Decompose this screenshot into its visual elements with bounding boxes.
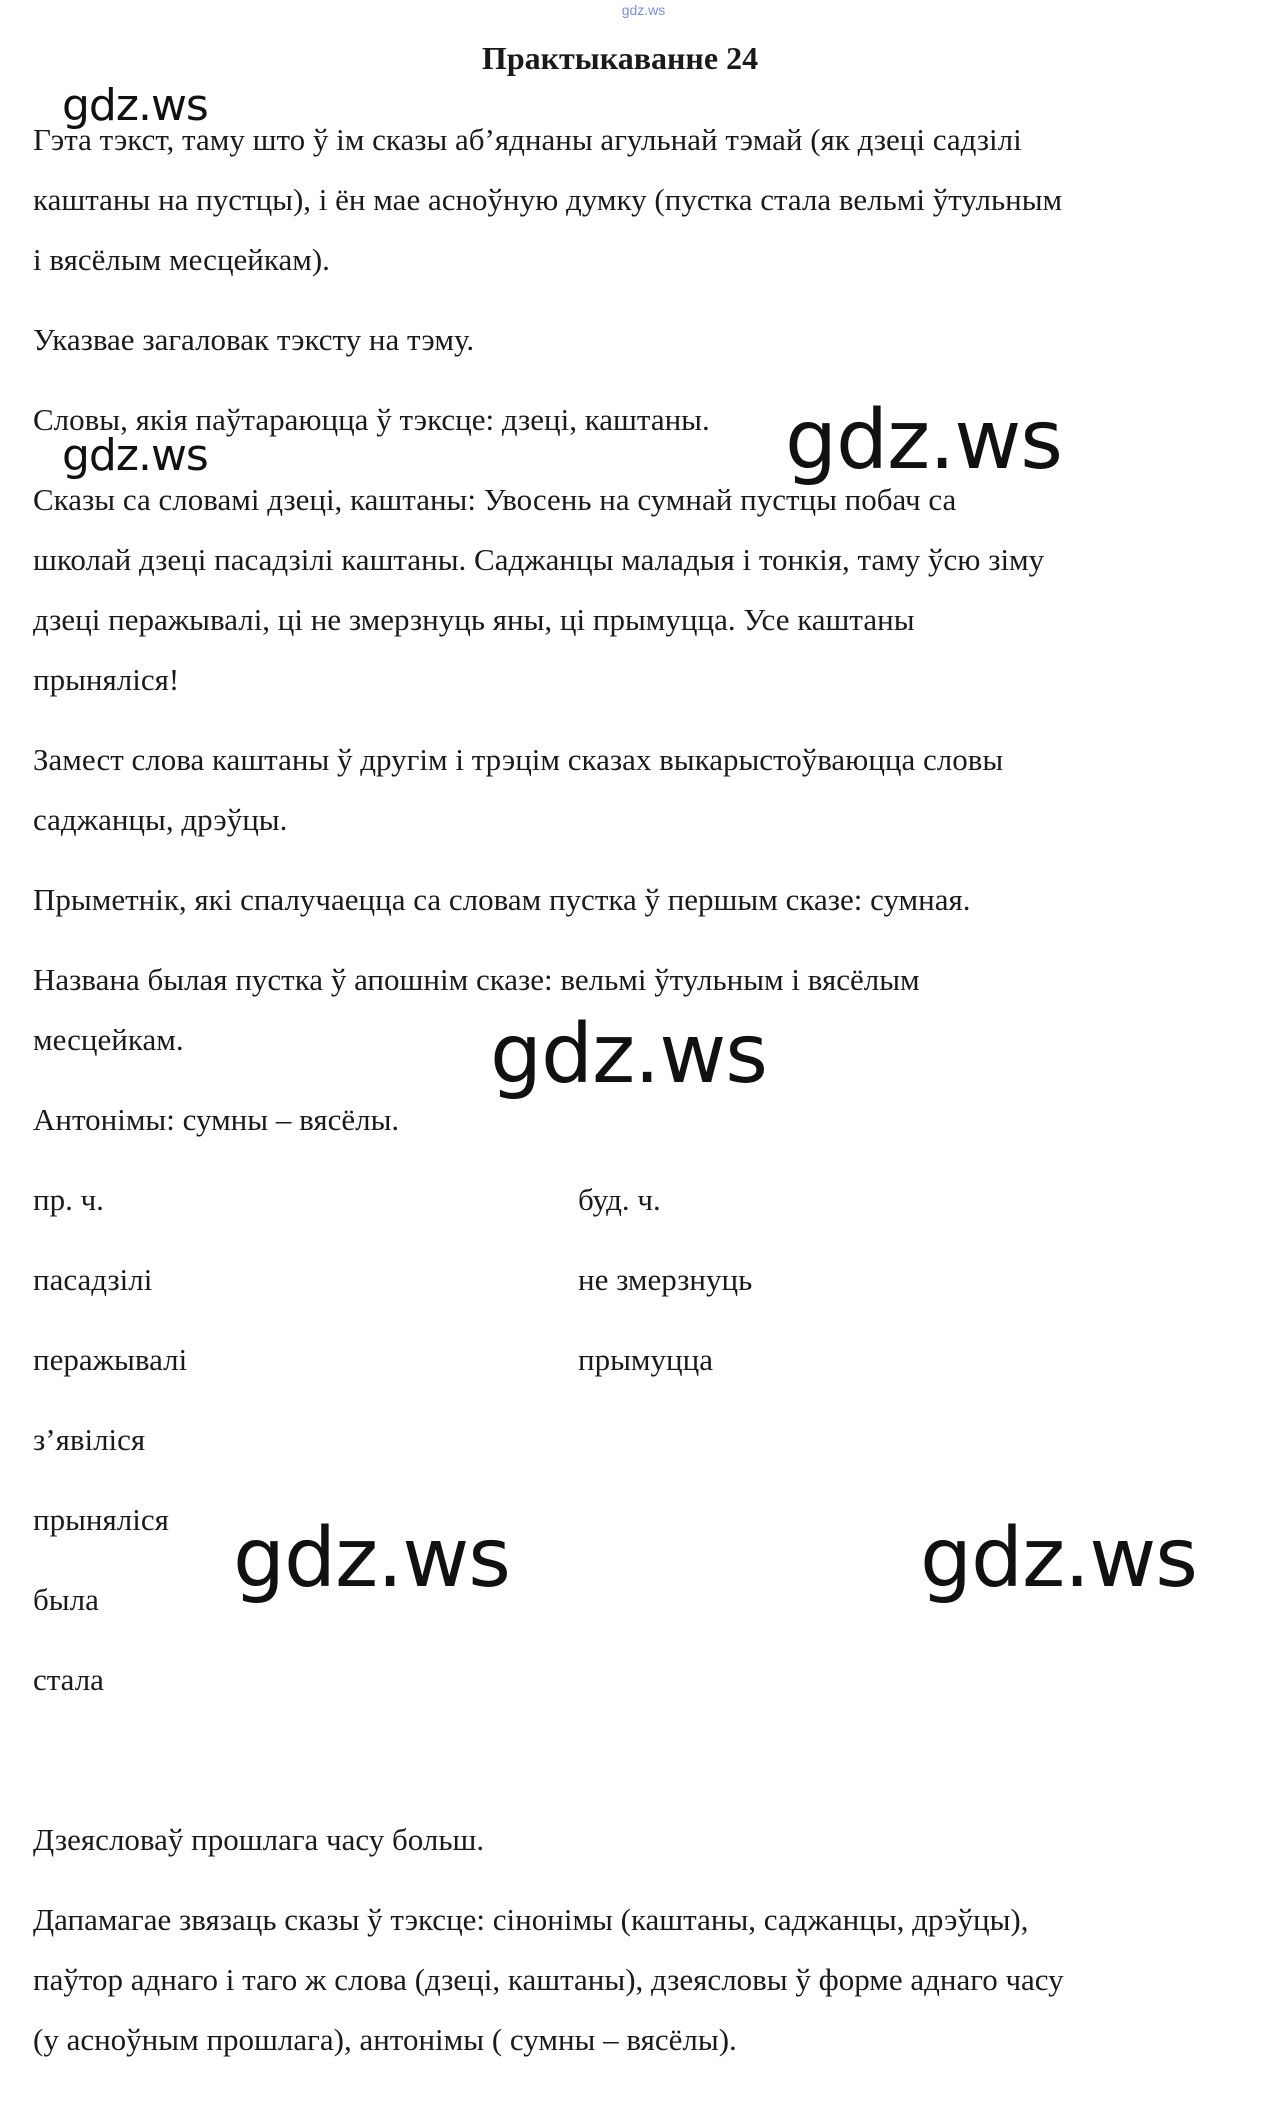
watermark: gdz.ws <box>62 80 208 131</box>
watermark: gdz.ws <box>785 393 1062 488</box>
paragraph-line: Словы, якія паўтараюцца ў тэксце: дзеці, каштаны. <box>33 402 710 437</box>
future-verb: не змерзнуць <box>578 1262 753 1297</box>
paragraph-line: Замест слова каштаны ў другім і трэцім сказах выкарыстоўваюцца словы <box>33 742 1004 777</box>
conclusion-line: паўтор аднаго і таго ж слова (дзеці, каштаны), дзеясловы ў форме аднаго часу <box>33 1962 1064 1997</box>
future-verb: прымуцца <box>578 1342 713 1377</box>
paragraph-line: Прыметнік, які спалучаецца са словам пустка ў першым сказе: сумная. <box>33 882 971 917</box>
past-verb: пасадзілі <box>33 1262 153 1297</box>
page-title: Практыкаванне 24 <box>481 40 759 76</box>
paragraph-line: саджанцы, дрэўцы. <box>33 802 288 837</box>
past-verb: была <box>33 1582 99 1617</box>
conclusion-line: Дзеясловаў прошлага часу больш. <box>33 1822 485 1857</box>
past-verb: стала <box>33 1662 104 1697</box>
past-verb: з’явіліся <box>33 1422 146 1457</box>
site-mark: gdz.ws <box>621 2 666 18</box>
past-tense-header: пр. ч. <box>33 1182 104 1217</box>
paragraph-line: Антонімы: сумны – вясёлы. <box>33 1102 400 1137</box>
future-tense-header: буд. ч. <box>578 1182 661 1217</box>
paragraph-line: прыняліся! <box>33 662 180 697</box>
paragraph-line: школай дзеці пасадзілі каштаны. Саджанцы маладыя і тонкія, таму ўсю зіму <box>33 542 1045 577</box>
paragraph-line: Названа былая пустка ў апошнім сказе: вельмі ўтульным і вясёлым <box>33 962 920 997</box>
paragraph-line: Гэта тэкст, таму што ў ім сказы аб’яднаны агульнай тэмай (як дзеці садзілі <box>33 122 1022 157</box>
past-verb: прыняліся <box>33 1502 169 1537</box>
watermark: gdz.ws <box>233 1511 510 1606</box>
conclusion-line: Дапамагае звязаць сказы ў тэксце: сінонімы (каштаны, саджанцы, дрэўцы), <box>33 1902 1029 1937</box>
paragraph-line: каштаны на пустцы), і ён мае асноўную думку (пустка стала вельмі ўтульным <box>33 182 1063 217</box>
paragraph-line: і вясёлым месцейкам). <box>33 242 330 277</box>
watermark: gdz.ws <box>62 430 208 481</box>
watermark: gdz.ws <box>490 1007 767 1102</box>
conclusion-line: (у асноўным прошлага), антонімы ( сумны – вясёлы). <box>33 2022 737 2057</box>
paragraph-line: Сказы са словамі дзеці, каштаны: Увосень на сумнай пустцы побач са <box>33 482 957 517</box>
paragraph-line: Указвае загаловак тэксту на тэму. <box>33 322 475 357</box>
watermark: gdz.ws <box>920 1511 1197 1606</box>
paragraph-line: месцейкам. <box>33 1022 184 1057</box>
past-verb: перажывалі <box>33 1342 188 1377</box>
paragraph-line: дзеці перажывалі, ці не змерзнуць яны, ці прымуцца. Усе каштаны <box>33 602 915 637</box>
